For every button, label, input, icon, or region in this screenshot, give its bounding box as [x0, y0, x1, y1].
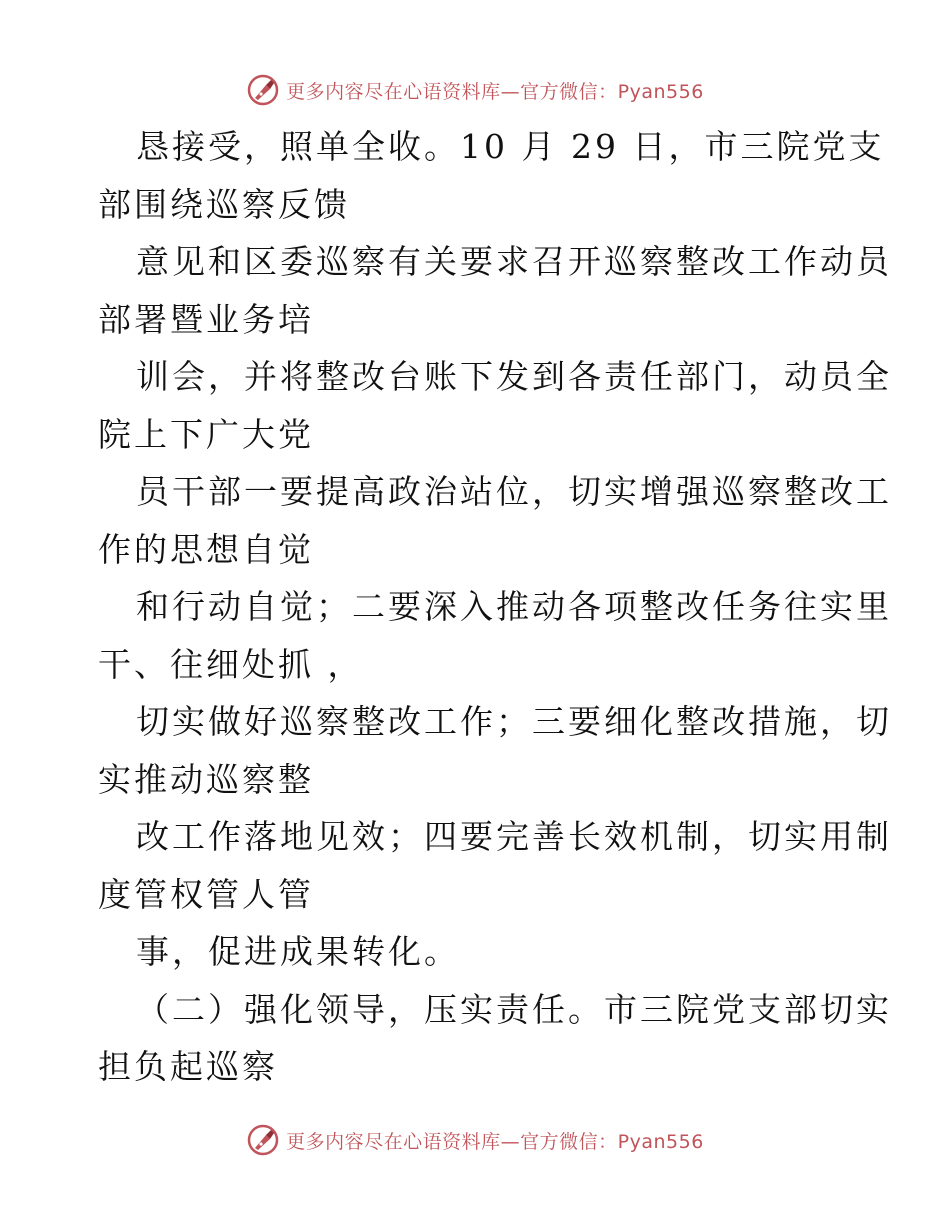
body-line: （二）强化领导，压实责任。市三院党支部切实	[136, 989, 892, 1029]
body-line: 度管权管人管	[98, 874, 314, 914]
pen-nib-logo-icon	[246, 73, 280, 107]
body-line: 恳接受，照单全收。10 月 29 日，市三院党支	[136, 127, 885, 166]
body-line: 部围绕巡察反馈	[98, 184, 350, 224]
footer-watermark-banner	[0, 1120, 950, 1160]
watermark-text: 更多内容尽在心语资料库—官方微信：Pyan556	[286, 1130, 704, 1153]
body-line: 意见和区委巡察有关要求召开巡察整改工作动员	[136, 242, 892, 281]
pen-nib-logo-icon	[246, 1123, 280, 1157]
header-watermark-banner	[0, 70, 950, 110]
body-line: 担负起巡察	[98, 1047, 278, 1086]
body-line: 员干部一要提高政治站位，切实增强巡察整改工	[136, 472, 892, 511]
body-line: 事，促进成果转化。	[136, 932, 460, 971]
body-line: 改工作落地见效；四要完善长效机制，切实用制	[136, 817, 892, 856]
watermark-text: 更多内容尽在心语资料库—官方微信：Pyan556	[286, 80, 704, 103]
body-line: 实推动巡察整	[98, 759, 314, 799]
body-line: 部署暨业务培	[98, 299, 314, 339]
body-line: 干、往细处抓 ，	[98, 644, 364, 684]
body-line: 作的思想自觉	[98, 529, 314, 569]
document-body	[98, 118, 892, 1096]
body-line: 院上下广大党	[98, 414, 314, 454]
body-line: 切实做好巡察整改工作；三要细化整改措施，切	[136, 702, 892, 741]
body-line: 训会，并将整改台账下发到各责任部门，动员全	[136, 357, 892, 396]
body-line: 和行动自觉；二要深入推动各项整改任务往实里	[136, 587, 892, 626]
